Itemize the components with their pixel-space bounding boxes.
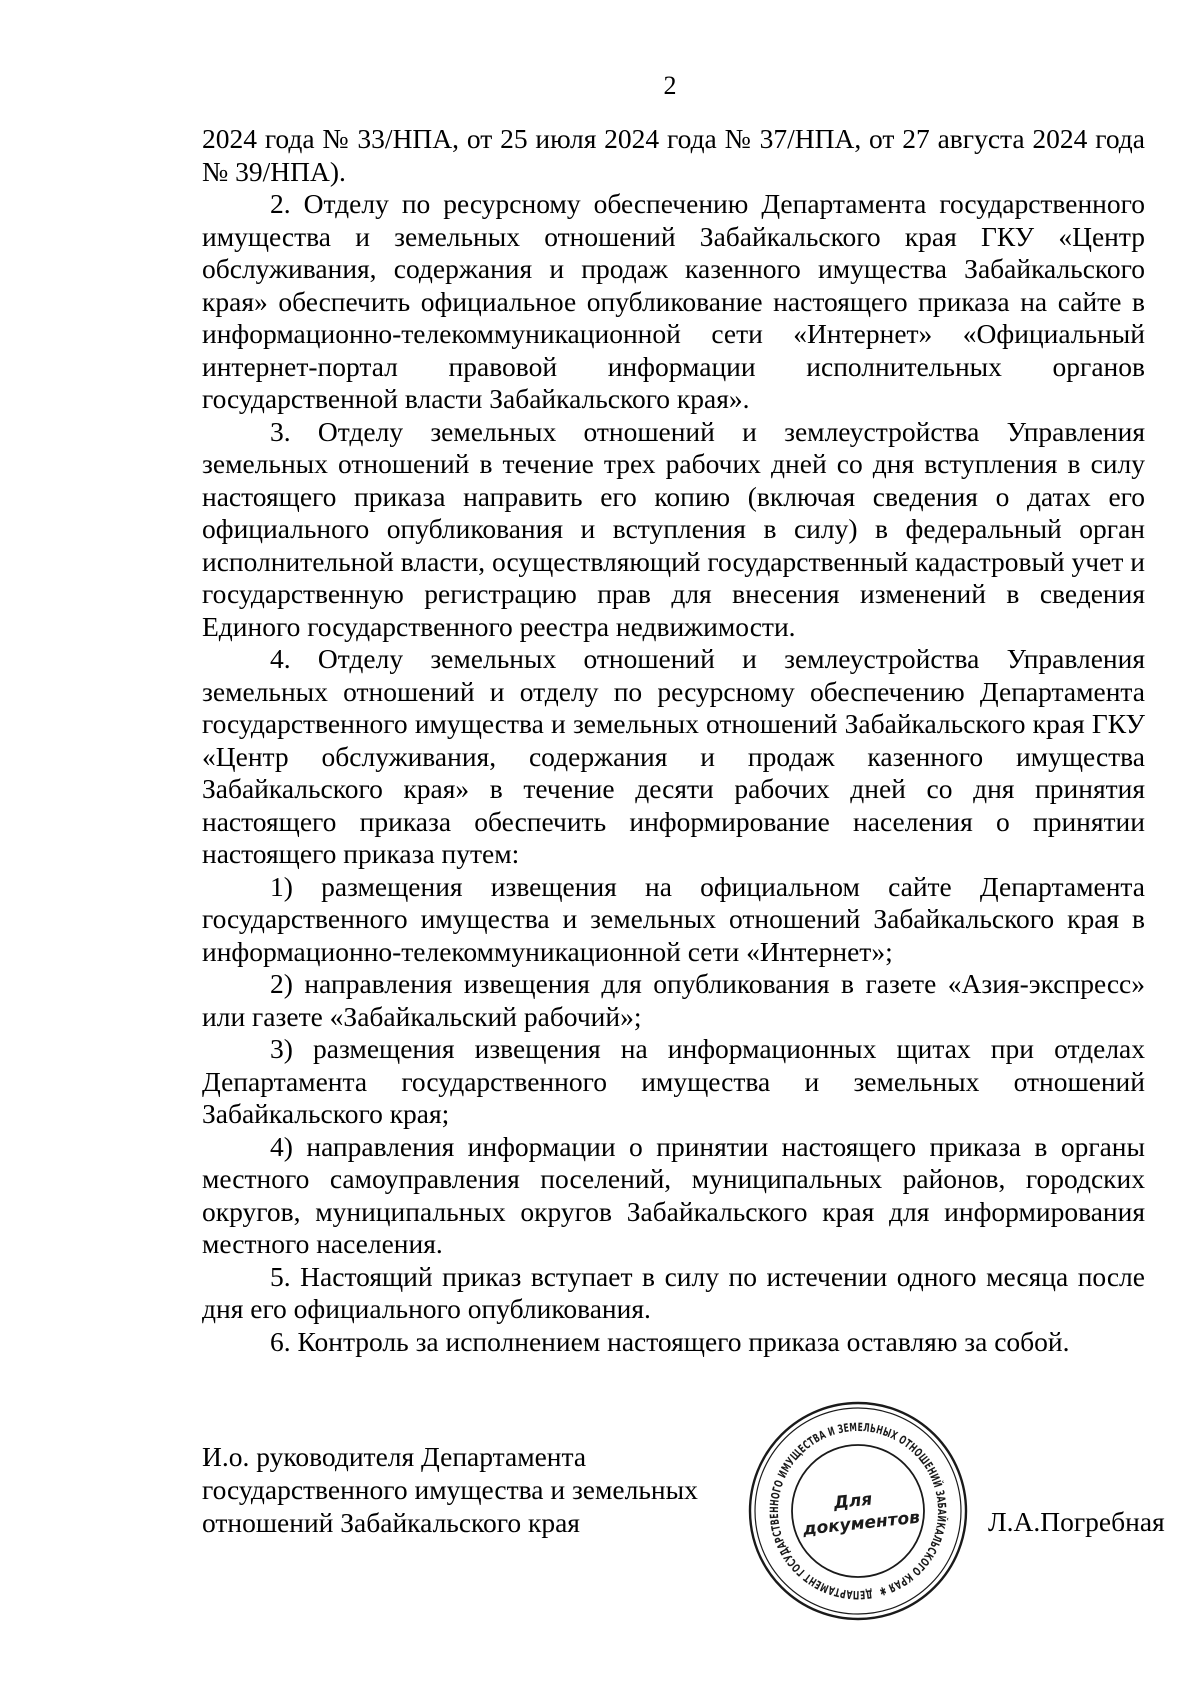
stamp-ring-textpath: ДЕПАРТАМЕНТ ГОСУДАРСТВЕННОГО ИМУЩЕСТВА И ЗЕМЕЛЬНЫХ ОТНОШЕНИЙ ЗАБАЙКАЛЬСКОГО КРАЯ ✱ (766, 1419, 950, 1603)
stamp-center-line-1: Для (832, 1489, 874, 1514)
official-stamp (742, 1395, 974, 1627)
subitem-4-1: 1) размещения извещения на официальном сайте Департамента государственного имущества и земельных отношений Забайкальского края в информационно-телекоммуникационной сети «Интернет»; (202, 870, 1145, 967)
subitem-4-4: 4) направления информации о принятии настоящего приказа в органы местного самоуправления поселений, муниципальных районов, городских округов, муниципальных округов Забайкальского края для информирования местного населения. (202, 1130, 1145, 1259)
signature-position-line: государственного имущества и земельных (202, 1474, 698, 1505)
subitem-4-2: 2) направления извещения для опубликования в газете «Азия-экспресс» или газете «Забайкальский рабочий»; (202, 968, 1145, 1032)
document-body (202, 123, 1145, 1358)
signature-position (202, 1440, 762, 1539)
paragraph-item-5: 5. Настоящий приказ вступает в силу по истечении одного месяца после дня его официального опубликования. (202, 1260, 1145, 1324)
paragraph-item-4: 4. Отделу земельных отношений и землеустройства Управления земельных отношений и отделу по ресурсному обеспечению Департамента государственного имущества и земельных отношений Забайкальского края ГКУ «Центр обслуживания, содержания и продаж казенного имущества Забайкальского края» в течение десяти рабочих дней со дня принятия настоящего приказа обеспечить информирование населения о принятии настоящего приказа путем: (202, 643, 1145, 869)
paragraph-item-3: 3. Отделу земельных отношений и землеустройства Управления земельных отношений в течение трех рабочих дней со дня вступления в силу настоящего приказа направить его копию (включая сведения о датах его официального опубликования и вступления в силу) в федеральный орган исполнительной власти, осуществляющий государственный кадастровый учет и государственную регистрацию прав для внесения изменений в сведения Единого государственного реестра недвижимости. (202, 415, 1145, 642)
stamp-center-line-2: документов (801, 1507, 921, 1540)
signature-position-line: И.о. руководителя Департамента (202, 1441, 587, 1472)
stamp-outer-ring-inner (755, 1408, 961, 1614)
subitem-4-3: 3) размещения извещения на информационных щитах при отделах Департамента государственного имущества и земельных отношений Забайкальского края; (202, 1033, 1145, 1129)
paragraph-item-2: 2. Отделу по ресурсному обеспечению Департамента государственного имущества и земельных отношений Забайкальского края ГКУ «Центр обслуживания, содержания и продаж казенного имущества Забайкальского края» обеспечить официальное опубликование настоящего приказа на сайте в информационно-телекоммуникационной сети «Интернет» «Официальный интернет-портал правовой информации исполнительных органов государственной власти Забайкальского края». (202, 188, 1145, 414)
stamp-ring-text (767, 1420, 950, 1602)
signer-name: Л.А.Погребная (988, 1506, 1165, 1537)
page-number: 2 (663, 71, 677, 100)
paragraph-item-6: 6. Контроль за исполнением настоящего приказа оставляю за собой. (270, 1325, 1070, 1357)
signature-position-line: отношений Забайкальского края (202, 1507, 580, 1538)
stamp-outer-ring (750, 1403, 966, 1619)
paragraph-continuation: 2024 года № 33/НПА, от 25 июля 2024 года № 37/НПА, от 27 августа 2024 года № 39/НПА). (202, 123, 1145, 187)
stamp-seal-graphic (742, 1395, 974, 1627)
